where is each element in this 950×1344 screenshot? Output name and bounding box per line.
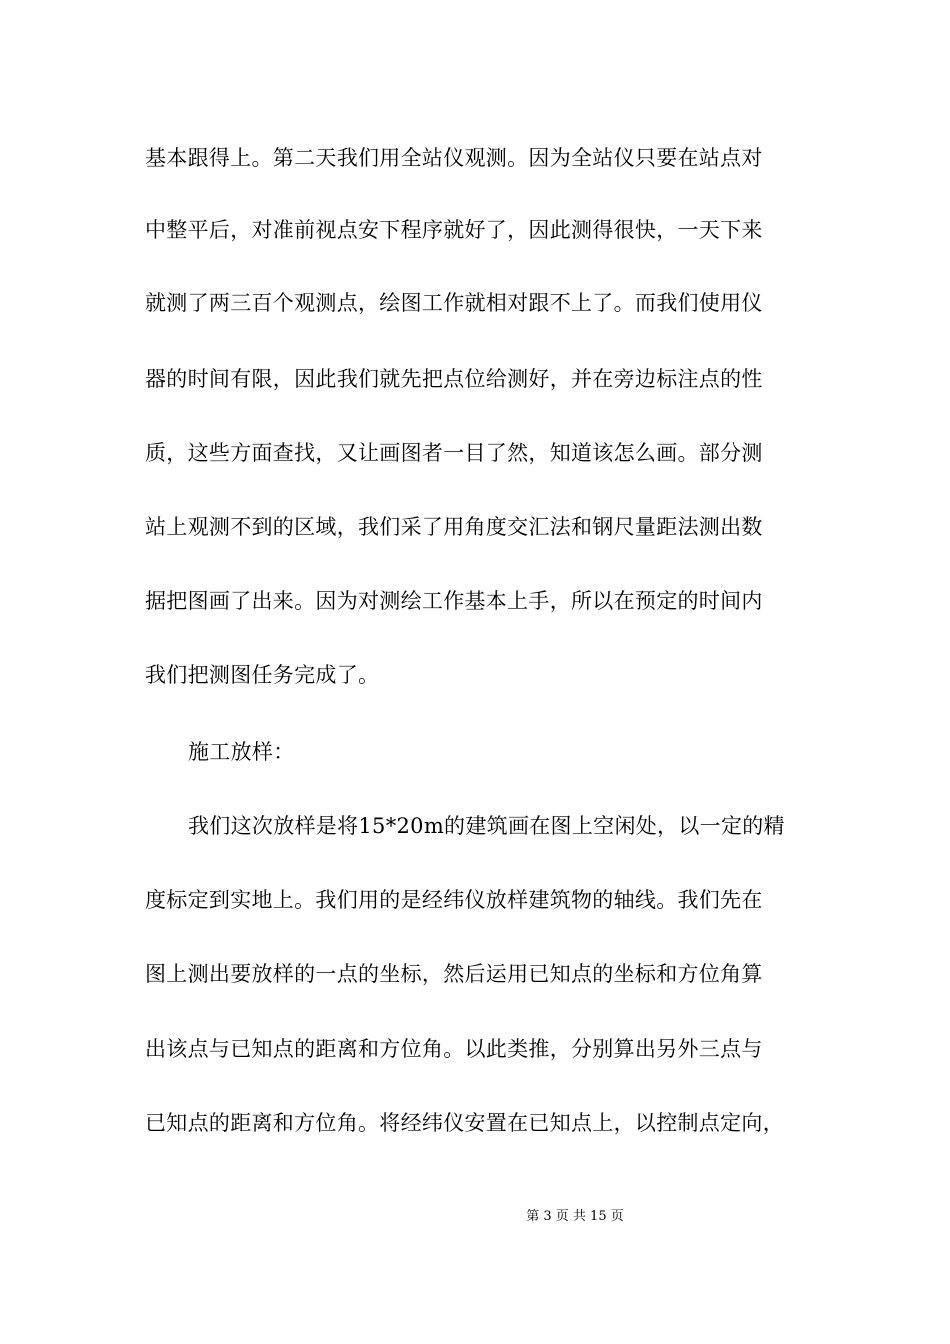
body-text-line: 图上测出要放样的一点的坐标，然后运用已知点的坐标和方位角算: [145, 962, 763, 986]
body-text-line: 我们把测图任务完成了。: [145, 663, 380, 687]
body-text-line: 就测了两三百个观测点，绘图工作就相对跟不上了。而我们使用仪: [145, 291, 763, 315]
body-text-line: 站上观测不到的区域，我们采了用角度交汇法和钢尺量距法测出数: [145, 515, 763, 539]
body-text-line: 中整平后，对准前视点安下程序就好了，因此测得很快，一天下来: [145, 218, 763, 242]
body-text-line: 我们这次放样是将15*20m的建筑画在图上空闲处，以一定的精: [188, 814, 785, 838]
body-text-line: 质，这些方面查找，又让画图者一目了然，知道该怎么画。部分测: [145, 441, 763, 465]
body-text-line: 基本跟得上。第二天我们用全站仪观测。因为全站仪只要在站点对: [145, 146, 763, 170]
page-footer: [0, 1208, 950, 1226]
body-text-line: 度标定到实地上。我们用的是经纬仪放样建筑物的轴线。我们先在: [145, 888, 763, 912]
body-text-line: 据把图画了出来。因为对测绘工作基本上手，所以在预定的时间内: [145, 589, 763, 613]
body-text-line: 出该点与已知点的距离和方位角。以此类推，分别算出另外三点与: [145, 1037, 763, 1061]
page-number-label: 第 3 页 共 15 页: [526, 1209, 624, 1224]
section-heading: 施工放样：: [188, 740, 295, 764]
body-text-line: 已知点的距离和方位角。将经纬仪安置在已知点上，以控制点定向，: [145, 1111, 784, 1135]
body-text-line: 器的时间有限，因此我们就先把点位给测好，并在旁边标注点的性: [145, 367, 763, 391]
